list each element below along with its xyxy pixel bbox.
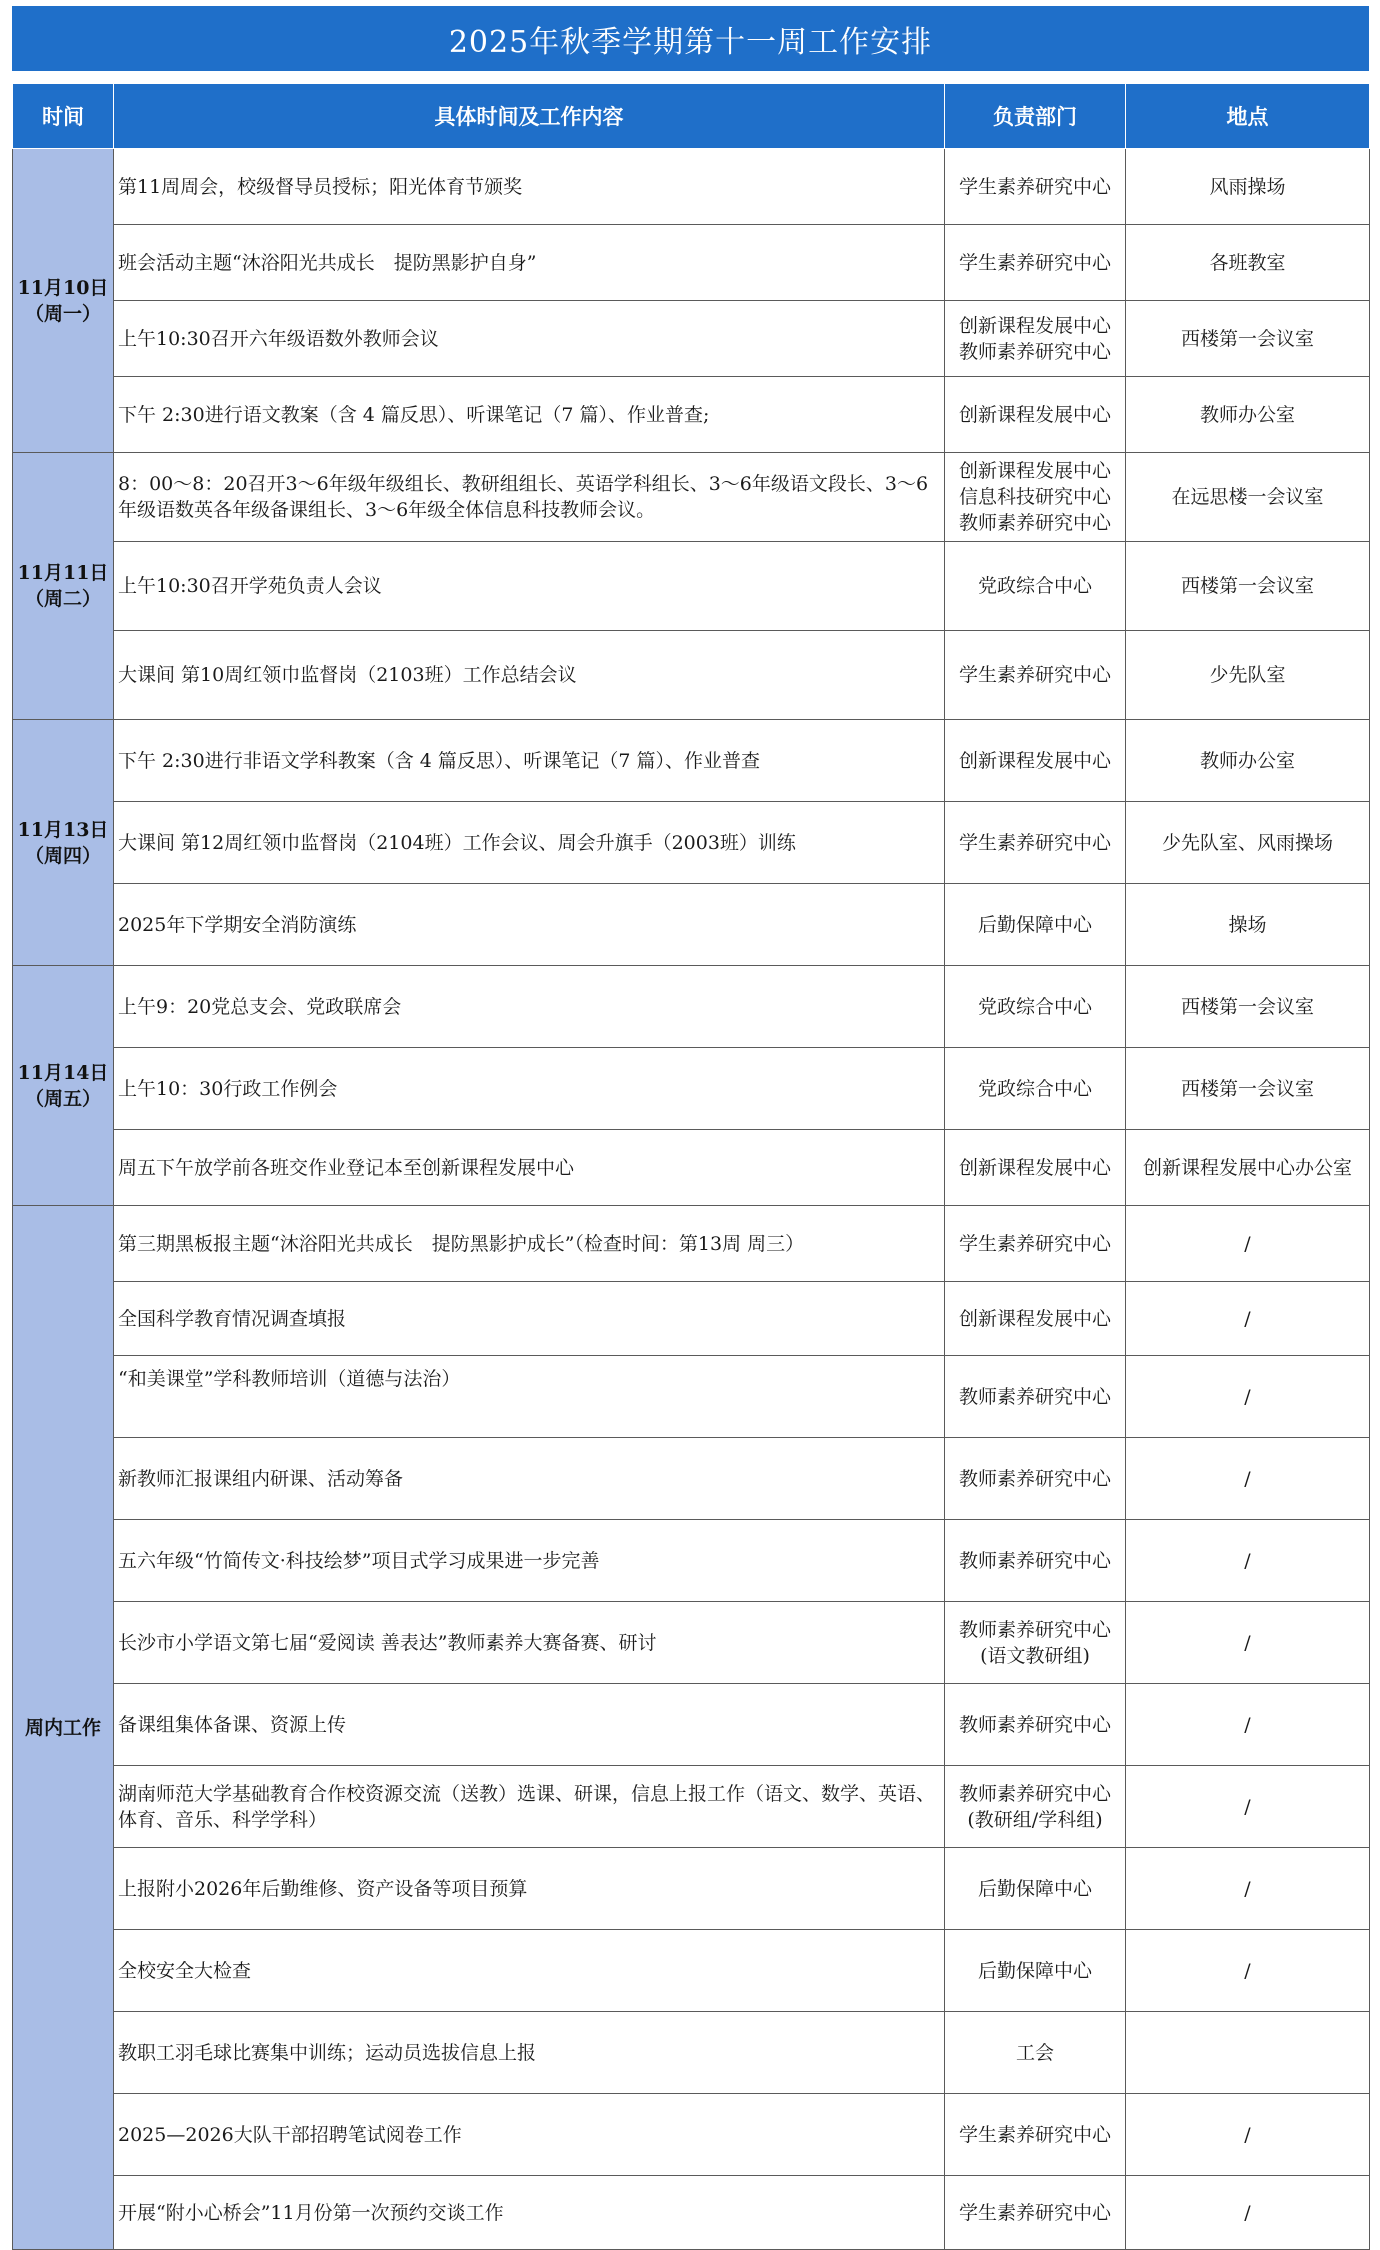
dept-name: 学生素养研究中心	[958, 1232, 1111, 1255]
work-content: 上午10：30行政工作例会	[114, 1048, 945, 1130]
table-row	[13, 453, 1370, 542]
work-content: 下午 2:30进行语文教案（含 4 篇反思）、听课笔记（7 篇）、作业普查;	[114, 377, 945, 453]
dept-name: 党政综合中心	[977, 995, 1092, 1018]
day-date: 周内工作	[24, 1716, 101, 1739]
dept-cell	[945, 2094, 1126, 2176]
place-cell: 在远思楼一会议室	[1126, 453, 1370, 542]
day-date: 11月10日	[17, 276, 109, 299]
work-content: 8：00～8：20召开3～6年级年级组长、教研组组长、英语学科组长、3～6年级语文段长、3～6年级语数英各年级备课组长、3～6年级全体信息科技教师会议。	[114, 453, 945, 542]
work-content: 上午10:30召开六年级语数外教师会议	[114, 301, 945, 377]
work-content: “和美课堂”学科教师培训（道德与法治）	[114, 1356, 945, 1438]
dept-cell	[945, 1130, 1126, 1206]
work-content: 第三期黑板报主题“沐浴阳光共成长 提防黑影护成长”（检查时间：第13周 周三）	[114, 1206, 945, 1282]
work-content: 长沙市小学语文第七届“爱阅读 善表达”教师素养大赛备赛、研讨	[114, 1602, 945, 1684]
place-cell: 少先队室、风雨操场	[1126, 802, 1370, 884]
dept-name: 教师素养研究中心	[958, 1385, 1111, 1408]
dept-name: 创新课程发展中心	[958, 314, 1111, 337]
table-row	[13, 301, 1370, 377]
dept-cell	[945, 1930, 1126, 2012]
place-cell: 西楼第一会议室	[1126, 1048, 1370, 1130]
day-cell-thursday	[13, 720, 114, 966]
table-row	[13, 2094, 1370, 2176]
work-content: 上午9：20党总支会、党政联席会	[114, 966, 945, 1048]
dept-name: 工会	[1015, 2041, 1054, 2064]
work-content: 2025年下学期安全消防演练	[114, 884, 945, 966]
dept-cell	[945, 1848, 1126, 1930]
day-cell-weekly	[13, 1206, 114, 2250]
dept-cell	[945, 1282, 1126, 1356]
dept-name: 学生素养研究中心	[958, 2201, 1111, 2224]
table-row	[13, 1930, 1370, 2012]
dept-name: 学生素养研究中心	[958, 831, 1111, 854]
table-header-row	[13, 84, 1370, 149]
dept-name: 信息科技研究中心	[958, 486, 1111, 508]
day-weekday: （周四）	[24, 844, 101, 867]
dept-name: 教师素养研究中心	[958, 1549, 1111, 1572]
table-row	[13, 2012, 1370, 2094]
dept-cell	[945, 149, 1126, 225]
header-place: 地点	[1126, 84, 1370, 149]
place-cell: 教师办公室	[1126, 720, 1370, 802]
table-row	[13, 802, 1370, 884]
place-cell: /	[1126, 2176, 1370, 2250]
table-row	[13, 1684, 1370, 1766]
work-content: 大课间 第12周红领巾监督岗（2104班）工作会议、周会升旗手（2003班）训练	[114, 802, 945, 884]
dept-cell	[945, 377, 1126, 453]
place-cell: 各班教室	[1126, 225, 1370, 301]
dept-name: 创新课程发展中心	[958, 403, 1111, 426]
table-row	[13, 542, 1370, 631]
work-content: 五六年级“竹简传文·科技绘梦”项目式学习成果进一步完善	[114, 1520, 945, 1602]
work-content: 2025—2026大队干部招聘笔试阅卷工作	[114, 2094, 945, 2176]
table-row	[13, 1602, 1370, 1684]
dept-name: 学生素养研究中心	[958, 175, 1111, 198]
work-content: 下午 2:30进行非语文学科教案（含 4 篇反思）、听课笔记（7 篇）、作业普查	[114, 720, 945, 802]
day-cell-tuesday	[13, 453, 114, 720]
place-cell: 教师办公室	[1126, 377, 1370, 453]
table-row	[13, 377, 1370, 453]
dept-cell	[945, 1438, 1126, 1520]
place-cell: /	[1126, 1602, 1370, 1684]
table-row	[13, 720, 1370, 802]
dept-cell	[945, 966, 1126, 1048]
page-title: 2025年秋季学期第十一周工作安排	[12, 6, 1369, 71]
dept-name: 学生素养研究中心	[958, 664, 1111, 686]
place-cell: /	[1126, 1930, 1370, 2012]
dept-cell	[945, 1684, 1126, 1766]
dept-cell	[945, 542, 1126, 631]
place-cell: 西楼第一会议室	[1126, 542, 1370, 631]
table-row	[13, 1848, 1370, 1930]
dept-cell	[945, 2012, 1126, 2094]
dept-cell	[945, 1602, 1126, 1684]
table-row	[13, 1048, 1370, 1130]
work-content: 教职工羽毛球比赛集中训练；运动员选拔信息上报	[114, 2012, 945, 2094]
place-cell: /	[1126, 2094, 1370, 2176]
dept-cell	[945, 1520, 1126, 1602]
day-date: 11月13日	[17, 818, 109, 841]
dept-name: 创新课程发展中心	[958, 1156, 1111, 1179]
work-content: 全校安全大检查	[114, 1930, 945, 2012]
dept-name: 学生素养研究中心	[958, 251, 1111, 274]
table-row	[13, 1520, 1370, 1602]
table-row	[13, 884, 1370, 966]
work-content: 备课组集体备课、资源上传	[114, 1684, 945, 1766]
day-date: 11月11日	[17, 562, 109, 584]
work-content: 大课间 第10周红领巾监督岗（2103班）工作总结会议	[114, 631, 945, 720]
dept-name: 后勤保障中心	[977, 1959, 1092, 1982]
dept-name: 创新课程发展中心	[958, 460, 1111, 482]
work-content: 湖南师范大学基础教育合作校资源交流（送教）选课、研课，信息上报工作（语文、数学、英语、体育、音乐、科学学科）	[114, 1766, 945, 1848]
dept-cell	[945, 720, 1126, 802]
table-row	[13, 1282, 1370, 1356]
table-row	[13, 631, 1370, 720]
dept-cell	[945, 802, 1126, 884]
dept-cell	[945, 225, 1126, 301]
dept-name: 教师素养研究中心	[958, 340, 1111, 363]
dept-name: 教师素养研究中心	[958, 1467, 1111, 1490]
dept-name: 党政综合中心	[977, 1077, 1092, 1100]
dept-cell	[945, 301, 1126, 377]
place-cell: /	[1126, 1520, 1370, 1602]
place-cell: /	[1126, 1356, 1370, 1438]
dept-name: 教师素养研究中心	[958, 1782, 1111, 1805]
place-cell: 风雨操场	[1126, 149, 1370, 225]
dept-cell	[945, 1356, 1126, 1438]
place-cell: /	[1126, 1438, 1370, 1520]
dept-cell	[945, 884, 1126, 966]
place-cell: /	[1126, 1684, 1370, 1766]
place-cell: 少先队室	[1126, 631, 1370, 720]
dept-name: 后勤保障中心	[977, 1877, 1092, 1900]
dept-name: 教师素养研究中心	[958, 512, 1111, 534]
work-content: 上午10:30召开学苑负责人会议	[114, 542, 945, 631]
table-row	[13, 1438, 1370, 1520]
dept-name: 教师素养研究中心	[958, 1618, 1111, 1641]
place-cell: 西楼第一会议室	[1126, 966, 1370, 1048]
day-weekday: （周一）	[24, 302, 101, 325]
work-content: 上报附小2026年后勤维修、资产设备等项目预算	[114, 1848, 945, 1930]
day-cell-monday	[13, 149, 114, 453]
dept-cell	[945, 1206, 1126, 1282]
table-row	[13, 1206, 1370, 1282]
day-weekday: （周二）	[24, 588, 101, 610]
place-cell: 西楼第一会议室	[1126, 301, 1370, 377]
work-content: 新教师汇报课组内研课、活动筹备	[114, 1438, 945, 1520]
table-row	[13, 149, 1370, 225]
dept-subgroup: (教研组/学科组)	[967, 1808, 1103, 1831]
dept-name: 创新课程发展中心	[958, 749, 1111, 772]
table-row	[13, 966, 1370, 1048]
dept-subgroup: (语文教研组)	[980, 1644, 1090, 1667]
table-row	[13, 1356, 1370, 1438]
place-cell: /	[1126, 1766, 1370, 1848]
table-row	[13, 1130, 1370, 1206]
work-content: 班会活动主题“沐浴阳光共成长 提防黑影护自身”	[114, 225, 945, 301]
work-content: 开展“附小心桥会”11月份第一次预约交谈工作	[114, 2176, 945, 2250]
dept-name: 党政综合中心	[977, 575, 1092, 597]
place-cell: /	[1126, 1206, 1370, 1282]
place-cell: /	[1126, 1848, 1370, 1930]
place-cell: 操场	[1126, 884, 1370, 966]
work-content: 周五下午放学前各班交作业登记本至创新课程发展中心	[114, 1130, 945, 1206]
dept-name: 后勤保障中心	[977, 913, 1092, 936]
place-cell	[1126, 2012, 1370, 2094]
dept-name: 教师素养研究中心	[958, 1713, 1111, 1736]
dept-cell	[945, 1766, 1126, 1848]
dept-cell	[945, 631, 1126, 720]
dept-cell	[945, 1048, 1126, 1130]
day-date: 11月14日	[17, 1061, 109, 1084]
header-time: 时间	[13, 84, 114, 149]
dept-name: 学生素养研究中心	[958, 2123, 1111, 2146]
dept-name: 创新课程发展中心	[958, 1307, 1111, 1330]
table-row	[13, 1766, 1370, 1848]
dept-cell	[945, 453, 1126, 542]
schedule-table	[12, 83, 1370, 2250]
day-cell-friday	[13, 966, 114, 1206]
place-cell: 创新课程发展中心办公室	[1126, 1130, 1370, 1206]
work-content: 全国科学教育情况调查填报	[114, 1282, 945, 1356]
day-weekday: （周五）	[24, 1087, 101, 1110]
header-dept: 负责部门	[945, 84, 1126, 149]
table-row	[13, 225, 1370, 301]
place-cell: /	[1126, 1282, 1370, 1356]
header-content: 具体时间及工作内容	[114, 84, 945, 149]
work-content: 第11周周会，校级督导员授标；阳光体育节颁奖	[114, 149, 945, 225]
